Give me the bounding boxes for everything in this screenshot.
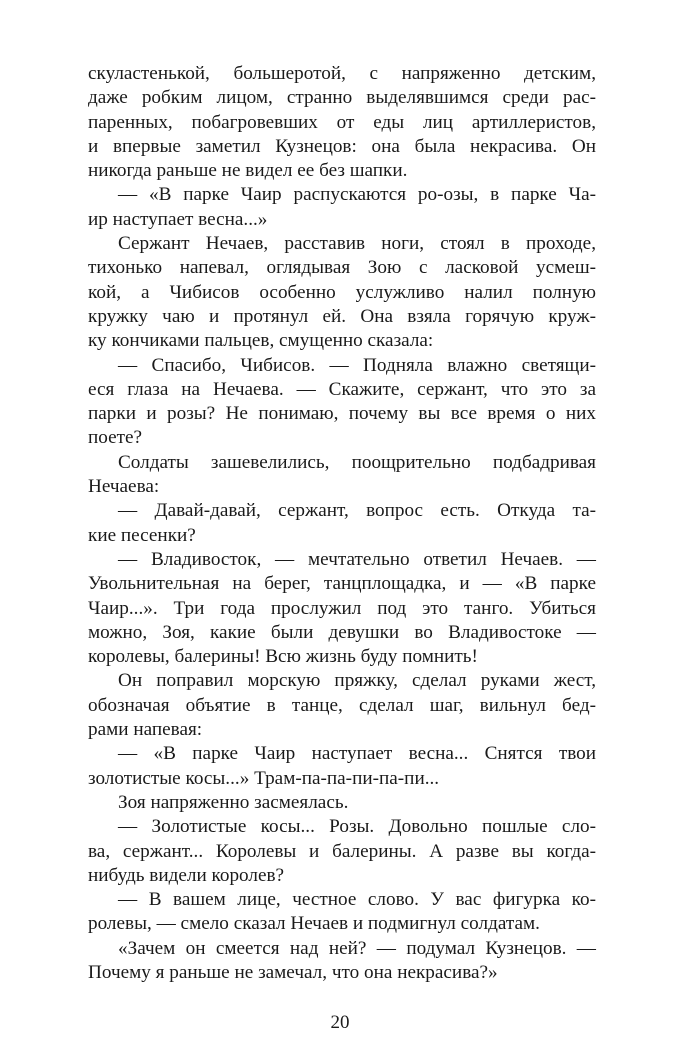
text-line: кие песенки? <box>88 524 196 546</box>
text-line: — Давай-давай, сержант, вопрос есть. Откуда та- <box>118 500 596 522</box>
paragraph <box>88 62 596 183</box>
text-line: рами напевая: <box>88 719 203 741</box>
text-line: Сержант Нечаев, расставив ноги, стоял в проходе, <box>118 233 596 255</box>
text-line: королевы, балерины! Всю жизнь буду помнить! <box>88 646 478 668</box>
paragraph <box>88 815 596 888</box>
text-line: никогда раньше не видел ее без шапки. <box>88 160 408 182</box>
text-line: ку кончиками пальцев, смущенно сказала: <box>88 330 434 352</box>
text-line: тихонько напевал, оглядывая Зою с ласковой усмеш- <box>88 257 596 279</box>
text-line: Зоя напряженно засмеялась. <box>118 791 349 813</box>
paragraph <box>88 548 596 669</box>
page-text <box>88 62 596 985</box>
paragraph <box>88 937 596 986</box>
text-line: золотистые косы...» Трам-па-па-пи-па-пи... <box>88 767 440 789</box>
text-line: еся глаза на Нечаева. — Скажите, сержант, что это за <box>88 378 596 400</box>
text-line: — В вашем лице, честное слово. У вас фигурка ко- <box>118 889 596 911</box>
text-line: ва, сержант... Королевы и балерины. А разве вы когда- <box>88 840 596 862</box>
text-line: можно, Зоя, какие были девушки во Владивостоке — <box>88 621 596 643</box>
text-line: — «В парке Чаир распускаются ро-озы, в парке Ча- <box>118 184 596 206</box>
paragraph <box>88 888 596 937</box>
text-line: — «В парке Чаир наступает весна... Снятся твои <box>118 743 596 765</box>
text-line: скуластенькой, большеротой, с напряженно детским, <box>88 63 596 84</box>
text-line: Чаир...». Три года прослужил под это танго. Убиться <box>88 597 596 619</box>
paragraph <box>88 669 596 742</box>
text-line: — Золотистые косы... Розы. Довольно пошлые сло- <box>118 816 596 838</box>
text-line: Солдаты зашевелились, поощрительно подбадривая <box>118 451 596 473</box>
text-line: обозначая объятие в танце, сделал шаг, вильнул бед- <box>88 694 596 716</box>
text-line: Нечаева: <box>88 476 160 498</box>
paragraph <box>88 451 596 500</box>
paragraph <box>88 354 596 451</box>
paragraph <box>88 791 596 815</box>
text-line: ролевы, — смело сказал Нечаев и подмигнул солдатам. <box>88 913 540 935</box>
paragraph <box>88 742 596 791</box>
text-line: Он поправил морскую пряжку, сделал руками жест, <box>118 670 596 692</box>
text-line: ир наступает весна...» <box>88 208 268 230</box>
text-line: кружку чаю и протянул ей. Она взяла горячую круж- <box>88 305 596 327</box>
text-line: и впервые заметил Кузнецов: она была некрасива. Он <box>88 135 596 157</box>
text-line: кой, а Чибисов особенно услужливо налил полную <box>88 281 596 303</box>
text-line: поете? <box>88 427 143 449</box>
text-line: — Спасибо, Чибисов. — Подняла влажно светящи- <box>118 354 596 376</box>
text-line: нибудь видели королев? <box>88 864 285 886</box>
text-line: парки и розы? Не понимаю, почему вы все время о них <box>88 403 596 425</box>
text-line: паренных, побагровевших от еды лиц артиллеристов, <box>88 111 596 133</box>
text-line: Увольнительная на берег, танцплощадка, и — «В парке <box>88 573 596 595</box>
paragraph <box>88 499 596 548</box>
text-line: даже робким лицом, странно выделявшимся среди рас- <box>88 87 596 109</box>
page-number: 20 <box>330 1012 350 1033</box>
paragraph <box>88 232 596 353</box>
text-line: Почему я раньше не замечал, что она некрасива?» <box>88 961 498 983</box>
text-line: — Владивосток, — мечтательно ответил Нечаев. — <box>118 548 596 570</box>
paragraph <box>88 183 596 232</box>
text-line: «Зачем он смеется над ней? — подумал Кузнецов. — <box>118 937 596 959</box>
